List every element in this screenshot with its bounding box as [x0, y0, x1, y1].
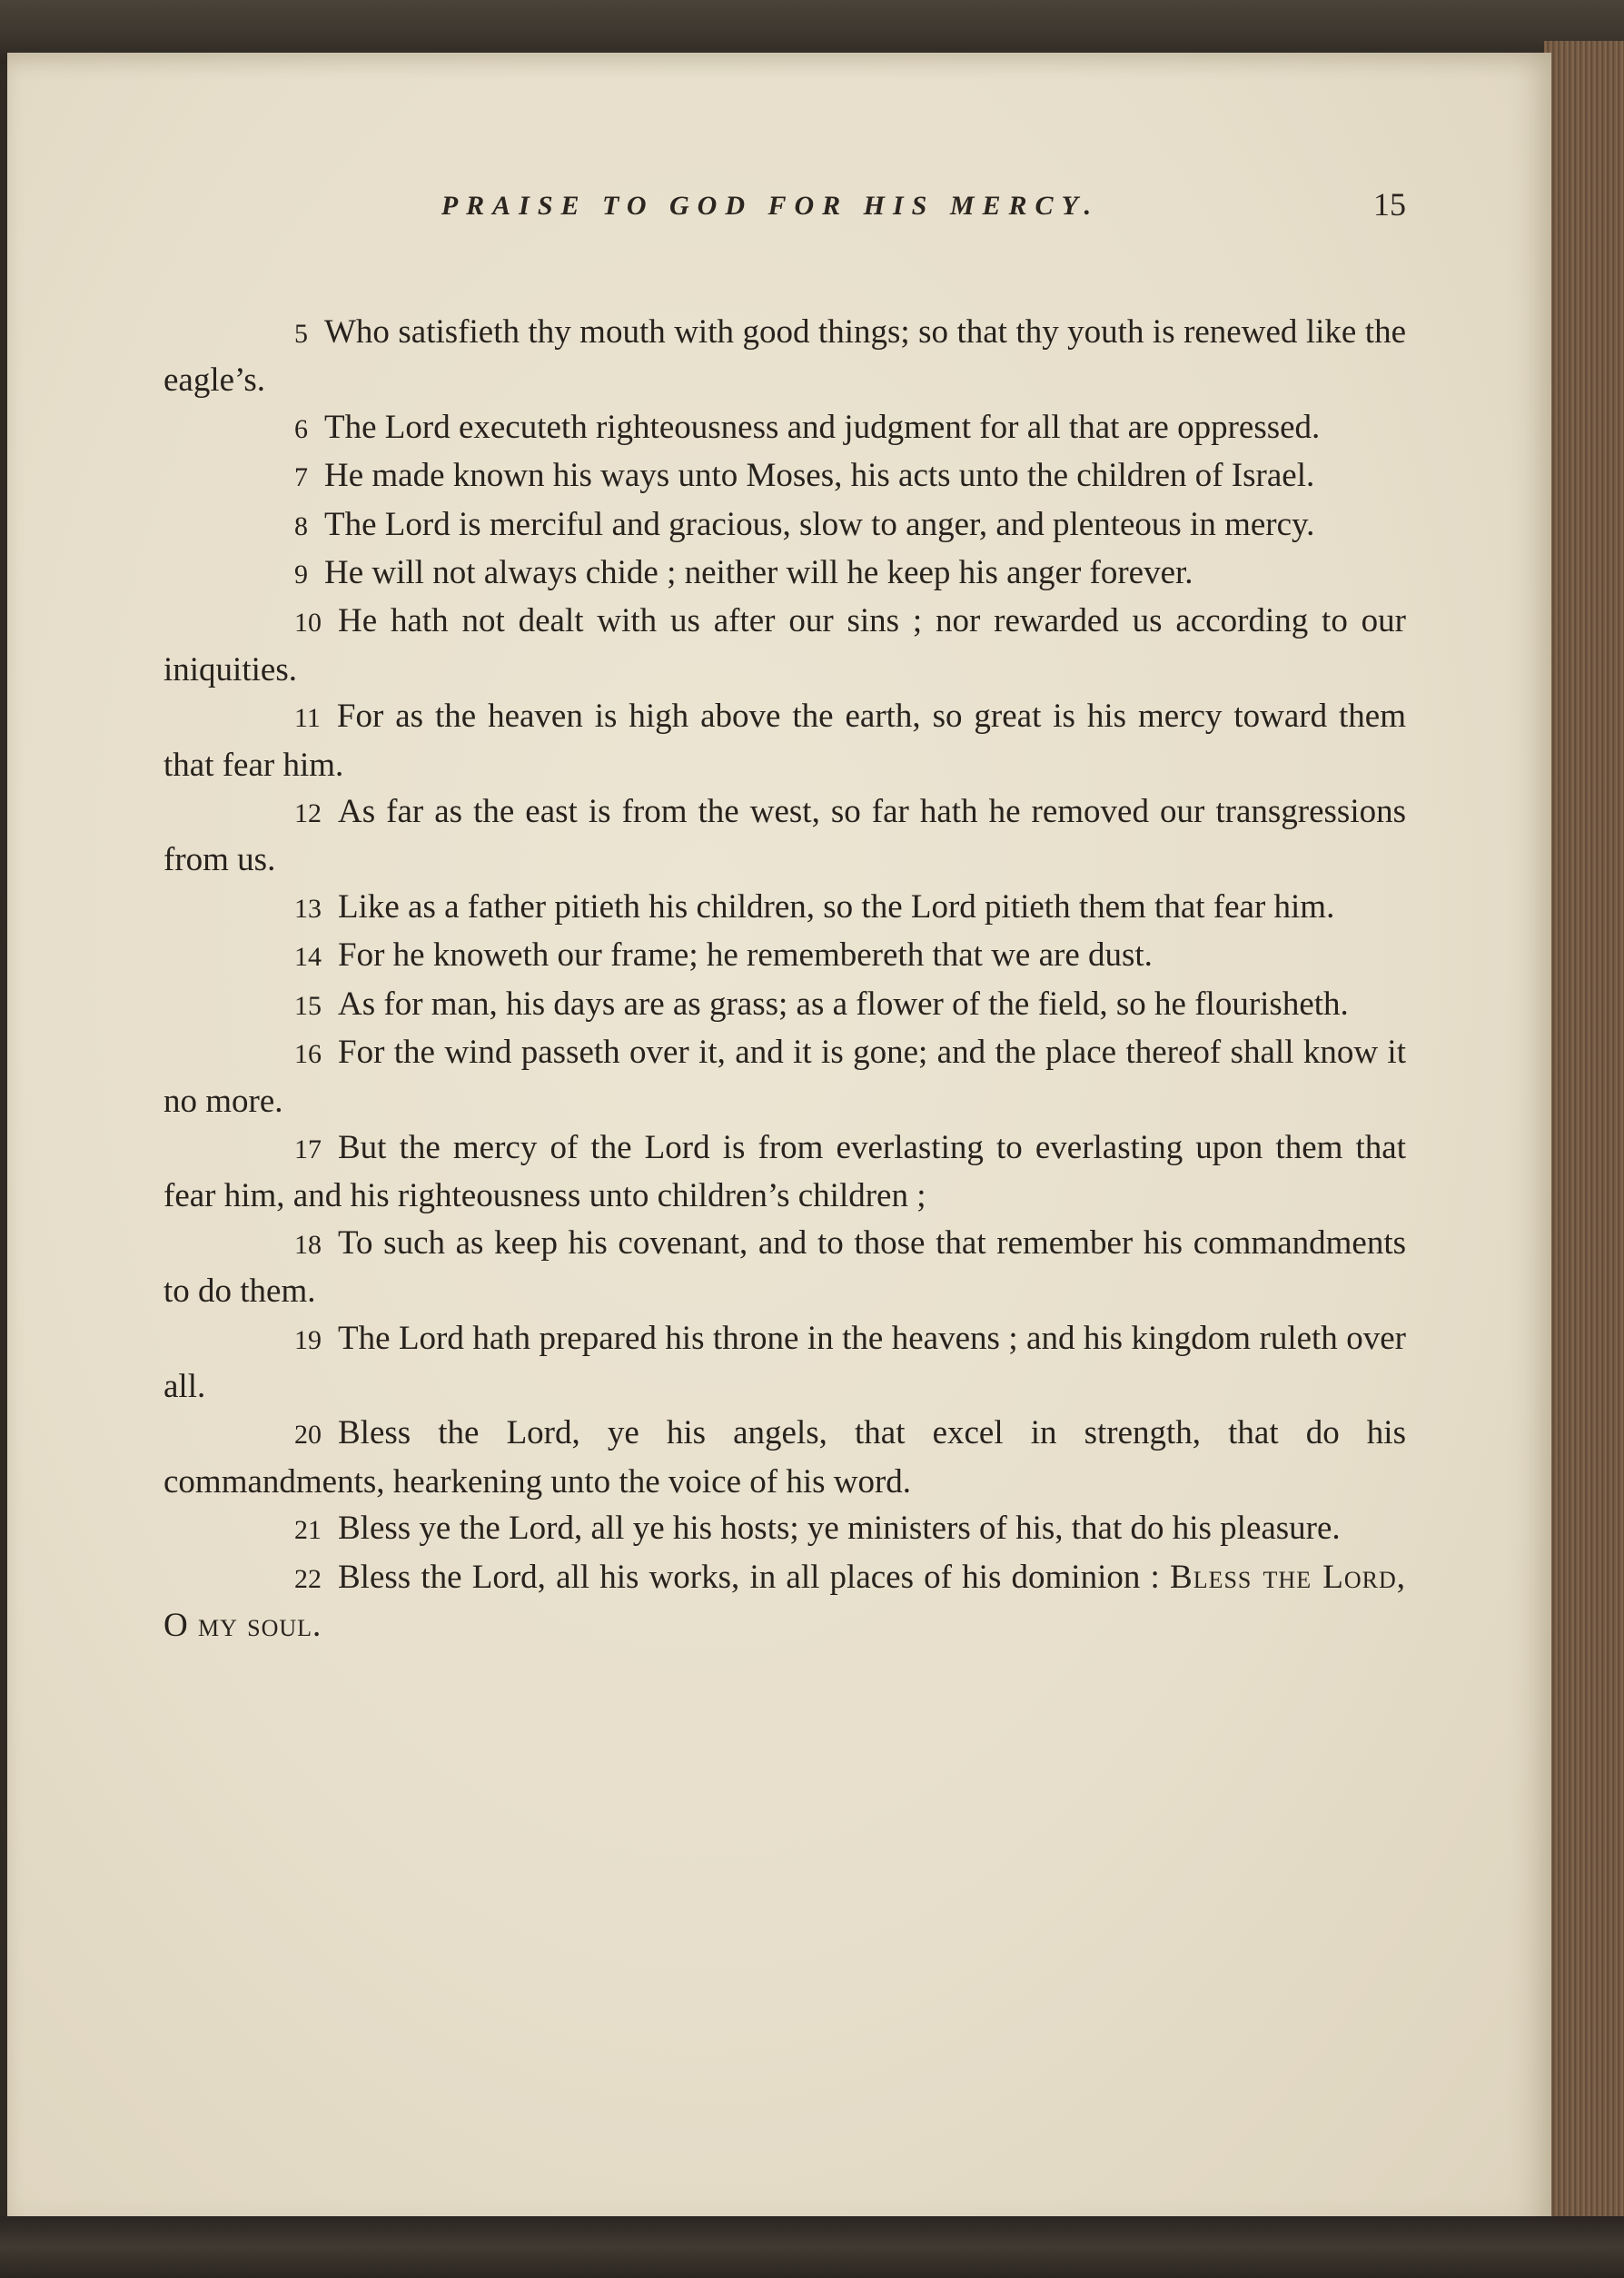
verse-11	[163, 693, 1406, 788]
verse-number: 19	[294, 1324, 322, 1355]
verse-number: 14	[294, 942, 322, 973]
verse-5	[163, 309, 1406, 404]
running-head-title: PRAISE TO GOD FOR HIS MERCY.	[441, 191, 1100, 221]
verse-14	[163, 932, 1406, 980]
verse-text: As far as the east is from the west, so far hath he removed our transgressions from us.	[163, 793, 1406, 879]
verse-number: 10	[294, 608, 322, 639]
verse-10	[163, 598, 1406, 693]
verse-text: Like as a father pitieth his children, so the Lord pitieth them that fear him.	[338, 887, 1335, 926]
verse-number: 12	[294, 798, 322, 829]
verse-text: For the wind passeth over it, and it is gone; and the place thereof shall know it no more.	[163, 1034, 1406, 1120]
verse-number: 7	[294, 462, 308, 493]
verse-text: Bless ye the Lord, all ye his hosts; ye ministers of his, that do his pleasure.	[338, 1510, 1341, 1548]
verse-text: For as the heaven is high above the earth, so great is his mercy toward them that fear him.	[163, 698, 1406, 784]
verse-number: 5	[294, 319, 308, 349]
verse-number: 17	[294, 1134, 322, 1164]
closing-refrain: Bless the Lord, O my soul.	[163, 1558, 1407, 1644]
verse-text: The Lord executeth righteousness and judgment for all that are oppressed.	[324, 408, 1321, 446]
page-number: 15	[1373, 186, 1406, 223]
verse-number: 20	[294, 1420, 322, 1451]
verse-number: 15	[294, 990, 322, 1021]
verse-number: 16	[294, 1039, 322, 1070]
verse-text: But the mercy of the Lord is from everlasting to everlasting upon them that fear him, and his righteousness unto children’s children ;	[163, 1128, 1406, 1215]
verse-16	[163, 1029, 1406, 1124]
verse-number: 21	[294, 1515, 322, 1546]
verse-20	[163, 1410, 1406, 1505]
verse-number: 8	[294, 510, 308, 541]
verse-text: The Lord is merciful and gracious, slow to anger, and plenteous in mercy.	[324, 505, 1315, 543]
verse-text: The Lord hath prepared his throne in the heavens ; and his kingdom ruleth over all.	[163, 1319, 1406, 1405]
verse-text: To such as keep his covenant, and to those that remember his commandments to do them.	[163, 1223, 1406, 1311]
page-block-edges	[1544, 41, 1624, 2230]
verse-text: Who satisfieth thy mouth with good things; so that thy youth is renewed like the eagle’s.	[163, 313, 1406, 400]
verse-number: 11	[294, 703, 321, 734]
verse-text: For he knoweth our frame; he remembereth that we are dust.	[338, 936, 1153, 975]
verse-number: 9	[294, 560, 308, 590]
verse-text: Bless the Lord, all his works, in all places of his dominion :	[338, 1558, 1160, 1596]
verse-12	[163, 788, 1406, 884]
verse-text: He will not always chide ; neither will he keep his anger forever.	[324, 554, 1193, 592]
verse-15	[163, 981, 1406, 1029]
verse-number: 13	[294, 893, 322, 924]
book-cover-bottom-edge	[0, 2216, 1624, 2278]
verse-text-block	[163, 309, 1406, 1649]
verse-8	[163, 501, 1406, 550]
verse-number: 18	[294, 1229, 322, 1260]
verse-7	[163, 452, 1406, 500]
verse-text: He made known his ways unto Moses, his acts unto the children of Israel.	[324, 457, 1315, 495]
verse-18	[163, 1220, 1406, 1315]
verse-text: As for man, his days are as grass; as a flower of the field, so he flourisheth.	[338, 985, 1349, 1023]
book-page	[7, 53, 1551, 2225]
verse-19	[163, 1315, 1406, 1411]
verse-text: He hath not dealt with us after our sins ; nor rewarded us according to our iniquities.	[163, 602, 1406, 688]
verse-number: 6	[294, 413, 308, 444]
verse-21	[163, 1505, 1406, 1553]
verse-22	[163, 1554, 1406, 1649]
verse-9	[163, 550, 1406, 598]
verse-text: Bless the Lord, ye his angels, that excel in strength, that do his commandments, hearkening unto the voice of his word.	[163, 1414, 1406, 1501]
verse-6	[163, 404, 1406, 452]
verse-number: 22	[294, 1563, 322, 1594]
verse-13	[163, 884, 1406, 932]
verse-17	[163, 1124, 1406, 1220]
